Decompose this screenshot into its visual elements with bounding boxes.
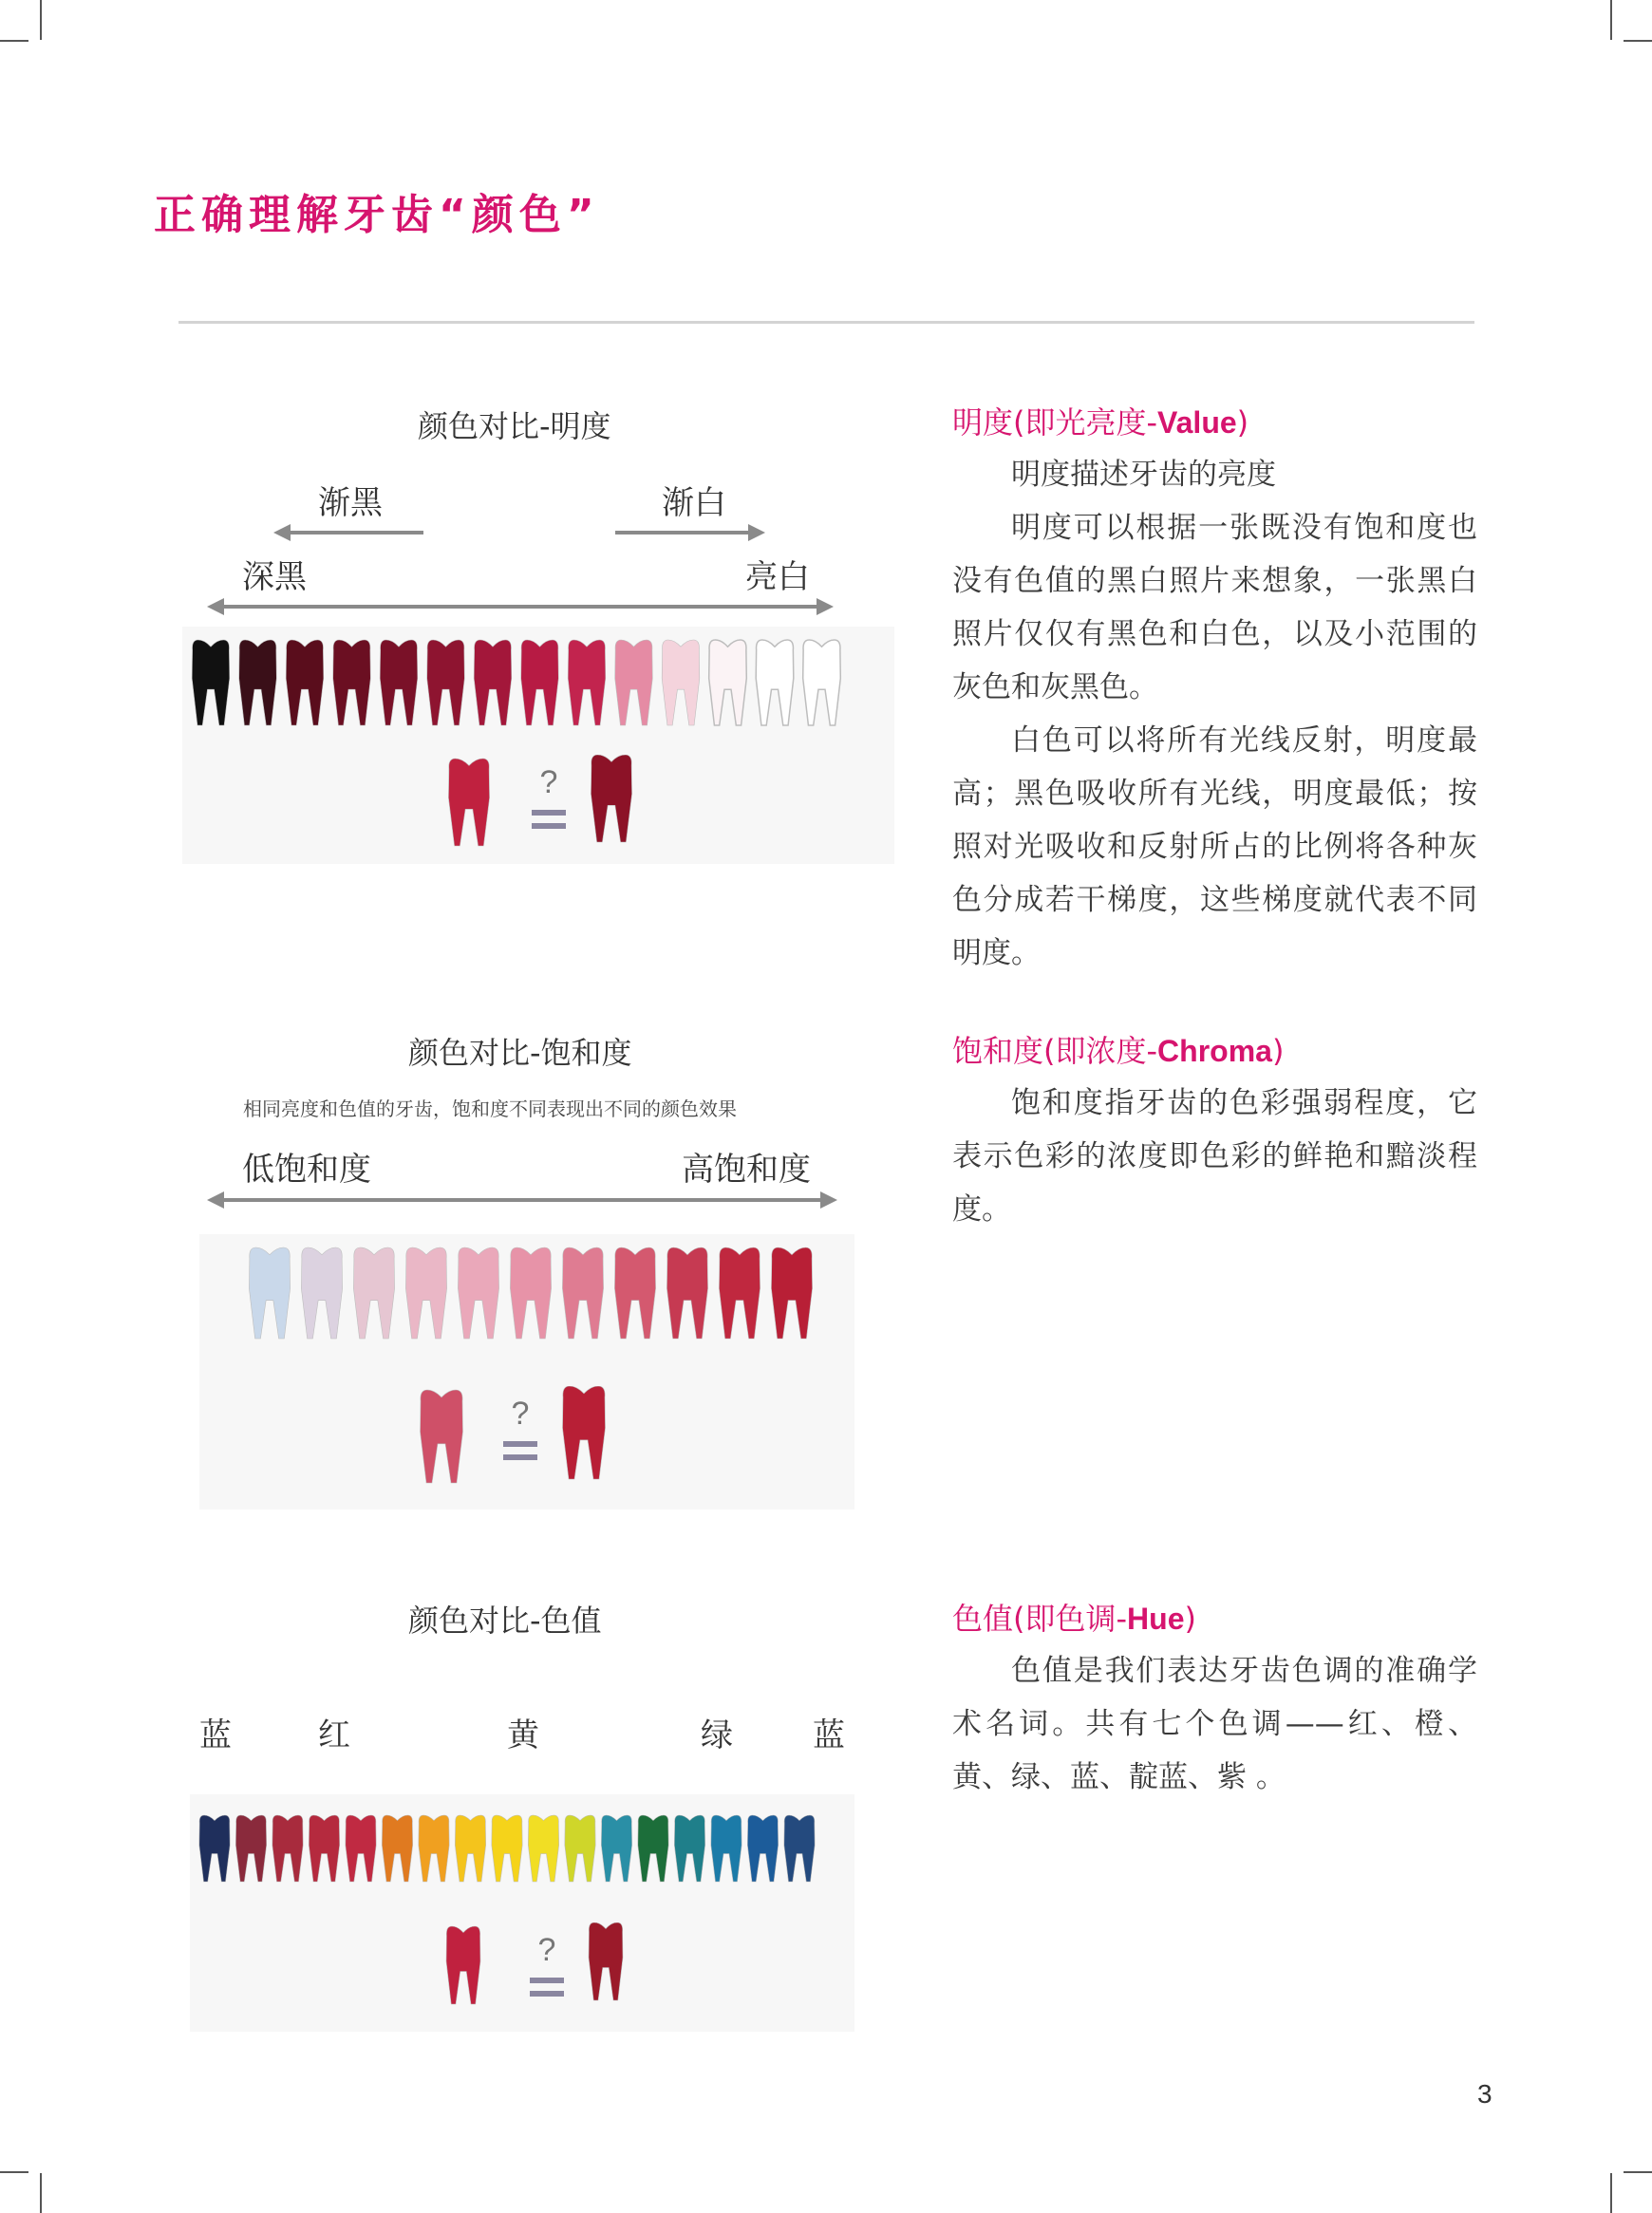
value-tooth	[380, 640, 418, 725]
page-title: 正确理解牙齿“颜色”	[154, 191, 600, 239]
value-tooth	[239, 640, 277, 725]
chroma-tooth-row	[247, 1244, 902, 1358]
chroma-tooth-strip	[199, 1234, 854, 1510]
chroma-paragraph: 饱和度指牙齿的色彩强弱程度，它表示色彩的浓度即色彩的鲜艳和黯淡程度。	[952, 1086, 1477, 1227]
chroma-figure-subtitle: 相同亮度和色值的牙齿，饱和度不同表现出不同的颜色效果	[243, 1097, 737, 1120]
hue-tooth	[784, 1815, 815, 1882]
chroma-tooth	[249, 1247, 290, 1339]
value-arrows	[190, 513, 854, 617]
chroma-tooth	[771, 1247, 812, 1339]
hue-tooth	[419, 1815, 449, 1882]
low-chroma-label: 低饱和度	[242, 1151, 371, 1189]
question-mark: ?	[511, 1396, 530, 1432]
hue-paragraph: 色值是我们表达牙齿色调的准确学术名词。共有七个色调——红、橙、黄、绿、蓝、靛蓝、紫 。	[952, 1654, 1477, 1794]
hue-compare	[435, 1922, 663, 2017]
crop-mark-top-right-v	[1610, 0, 1612, 40]
chroma-section	[952, 1027, 1477, 1236]
deep-black-label: 深黑	[242, 558, 307, 596]
hue-label-red: 红	[318, 1716, 350, 1754]
bright-white-label: 亮白	[745, 558, 810, 596]
hue-label-green: 绿	[701, 1716, 733, 1754]
chroma-tooth	[666, 1247, 707, 1339]
chroma-tooth	[510, 1247, 551, 1339]
hue-tooth	[492, 1815, 522, 1882]
darker-label: 渐黑	[318, 484, 383, 522]
chroma-figure-title: 颜色对比-饱和度	[408, 1035, 632, 1071]
crop-mark-top-left-h	[0, 40, 28, 42]
crop-mark-bottom-right-h	[1624, 2171, 1652, 2173]
chroma-tooth	[614, 1247, 655, 1339]
chroma-tooth	[719, 1247, 760, 1339]
compare-tooth-right	[563, 1386, 606, 1479]
hue-tooth	[638, 1815, 668, 1882]
question-mark: ?	[537, 1932, 556, 1968]
compare-tooth-left	[421, 1390, 463, 1483]
hue-tooth	[747, 1815, 778, 1882]
value-tooth	[803, 640, 841, 725]
value-tooth-strip	[182, 627, 894, 864]
hue-tooth	[528, 1815, 558, 1882]
hue-tooth	[199, 1815, 230, 1882]
chroma-compare	[408, 1386, 636, 1495]
value-tooth	[756, 640, 794, 725]
value-tooth	[709, 640, 747, 725]
value-tooth	[662, 640, 700, 725]
hue-label-blue-right: 蓝	[813, 1716, 845, 1754]
value-compare	[437, 755, 665, 859]
hue-tooth	[235, 1815, 266, 1882]
chroma-tooth	[458, 1247, 498, 1339]
chroma-section-heading: 饱和度(即浓度-Chroma)	[952, 1033, 1285, 1069]
crop-mark-bottom-left-h	[0, 2171, 28, 2173]
value-paragraph: 白色可以将所有光线反射，明度最高；黑色吸收所有光线，明度最低；按照对光吸收和反射所占的比例将各种灰色分成若干梯度，这些梯度就代表不同明度。	[952, 723, 1477, 970]
value-paragraph: 明度描述牙齿的亮度	[1011, 458, 1276, 492]
hue-tooth-strip	[190, 1794, 854, 2032]
divider	[178, 321, 1474, 324]
value-tooth	[333, 640, 371, 725]
hue-label-yellow: 黄	[507, 1716, 539, 1754]
question-mark: ?	[539, 764, 558, 800]
crop-mark-bottom-left-v	[40, 2173, 42, 2213]
value-section-heading: 明度(即光亮度-Value)	[952, 404, 1249, 441]
chroma-tooth	[562, 1247, 603, 1339]
chroma-tooth	[301, 1247, 342, 1339]
value-tooth	[286, 640, 324, 725]
equals-bar	[532, 823, 566, 829]
hue-tooth	[711, 1815, 742, 1882]
hue-tooth	[565, 1815, 595, 1882]
value-tooth	[615, 640, 653, 725]
hue-tooth	[309, 1815, 339, 1882]
value-paragraph: 明度可以根据一张既没有饱和度也没有色值的黑白照片来想象，一张黑白照片仅仅有黑色和白色，以及小范围的灰色和灰黑色。	[952, 511, 1477, 704]
hue-tooth	[601, 1815, 631, 1882]
compare-tooth-right	[591, 755, 631, 842]
hue-figure-title: 颜色对比-色值	[408, 1603, 602, 1639]
compare-tooth-right	[589, 1922, 623, 2000]
chroma-tooth	[405, 1247, 446, 1339]
crop-mark-bottom-right-v	[1610, 2173, 1612, 2213]
hue-tooth	[674, 1815, 704, 1882]
hue-tooth	[346, 1815, 376, 1882]
equals-bar	[530, 1978, 564, 1983]
hue-tooth-row	[197, 1811, 862, 1897]
value-figure-title: 颜色对比-明度	[418, 408, 611, 444]
high-chroma-label: 高饱和度	[682, 1151, 811, 1189]
crop-mark-top-right-h	[1624, 40, 1652, 42]
hue-label-blue-left: 蓝	[199, 1716, 232, 1754]
value-tooth-row	[190, 636, 902, 750]
value-tooth	[568, 640, 606, 725]
equals-bar	[532, 810, 566, 816]
equals-bar	[503, 1454, 537, 1460]
hue-section-heading: 色值(即色调-Hue)	[952, 1601, 1196, 1637]
value-tooth	[192, 640, 230, 725]
page-number: 3	[1477, 2079, 1492, 2109]
value-tooth	[427, 640, 465, 725]
equals-bar	[503, 1441, 537, 1447]
compare-tooth-left	[448, 759, 489, 846]
whiter-label: 渐白	[662, 484, 726, 522]
value-tooth	[521, 640, 559, 725]
hue-tooth	[382, 1815, 412, 1882]
value-section	[952, 399, 1477, 980]
hue-section	[952, 1595, 1477, 1804]
compare-tooth-left	[446, 1926, 480, 2004]
crop-mark-top-left-v	[40, 0, 42, 40]
chroma-tooth	[353, 1247, 394, 1339]
hue-tooth	[455, 1815, 485, 1882]
value-tooth	[474, 640, 512, 725]
hue-tooth	[272, 1815, 303, 1882]
equals-bar	[530, 1991, 564, 1997]
chroma-arrow	[199, 1187, 854, 1215]
